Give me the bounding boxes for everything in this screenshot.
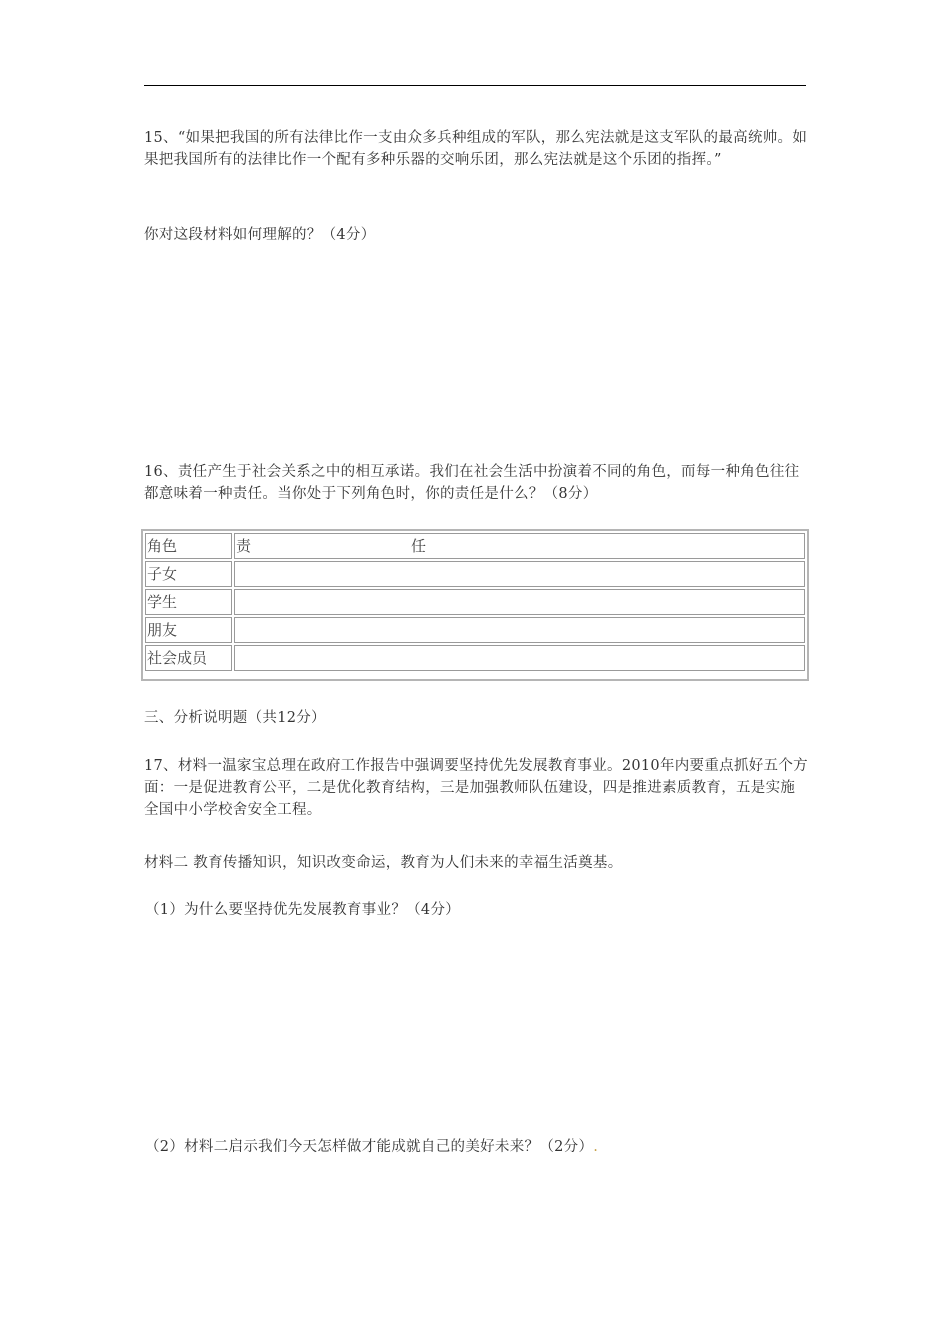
section-3-title: 三、分析说明题（共12分） xyxy=(144,710,326,726)
table-row xyxy=(145,589,805,615)
table-row xyxy=(145,617,805,643)
trailing-mark: . xyxy=(593,1139,599,1155)
answer-cell[interactable] xyxy=(234,589,805,615)
answer-cell[interactable] xyxy=(234,617,805,643)
question-17-sub-1: （1）为什么要坚持优先发展教育事业？（4分） xyxy=(145,902,461,918)
question-17-material-1: 17、材料一温家宝总理在政府工作报告中强调要坚持优先发展教育事业。2010年内要重点抓好五个方面：一是促进教育公平，二是优化教育结构，三是加强教师队伍建设，四是推进素质教育，五是实施全国中小学校舍安全工程。 xyxy=(144,758,808,818)
table-row xyxy=(145,561,805,587)
role-label: 社会成员 xyxy=(145,645,232,671)
role-label: 学生 xyxy=(145,589,232,615)
role-label: 朋友 xyxy=(145,617,232,643)
header-resp-char-1: 责 xyxy=(236,537,252,555)
answer-cell[interactable] xyxy=(234,645,805,671)
question-17-sub-2: （2）材料二启示我们今天怎样做才能成就自己的美好未来？（2分） xyxy=(145,1139,594,1155)
header-responsibility xyxy=(234,533,805,559)
question-17-sub-2-line xyxy=(145,1136,809,1158)
table-header-row xyxy=(145,533,805,559)
question-15-ask: 你对这段材料如何理解的？（4分） xyxy=(144,227,376,243)
answer-cell[interactable] xyxy=(234,561,805,587)
header-rule xyxy=(144,85,806,86)
question-15-text: 15、“如果把我国的所有法律比作一支由众多兵种组成的军队，那么宪法就是这支军队的最高统帅。如果把我国所有的法律比作一个配有多种乐器的交响乐团，那么宪法就是这个乐团的指挥。” xyxy=(144,130,808,168)
question-17-material-2: 材料二 教育传播知识，知识改变命运，教育为人们未来的幸福生活奠基。 xyxy=(144,855,623,871)
table-row xyxy=(145,645,805,671)
question-16-text: 16、责任产生于社会关系之中的相互承诺。我们在社会生活中扮演着不同的角色，而每一种角色往往都意味着一种责任。当你处于下列角色时，你的责任是什么？（8分） xyxy=(144,464,800,502)
responsibility-table xyxy=(141,529,809,681)
header-resp-char-2: 任 xyxy=(411,537,427,555)
header-role: 角色 xyxy=(145,533,232,559)
role-label: 子女 xyxy=(145,561,232,587)
